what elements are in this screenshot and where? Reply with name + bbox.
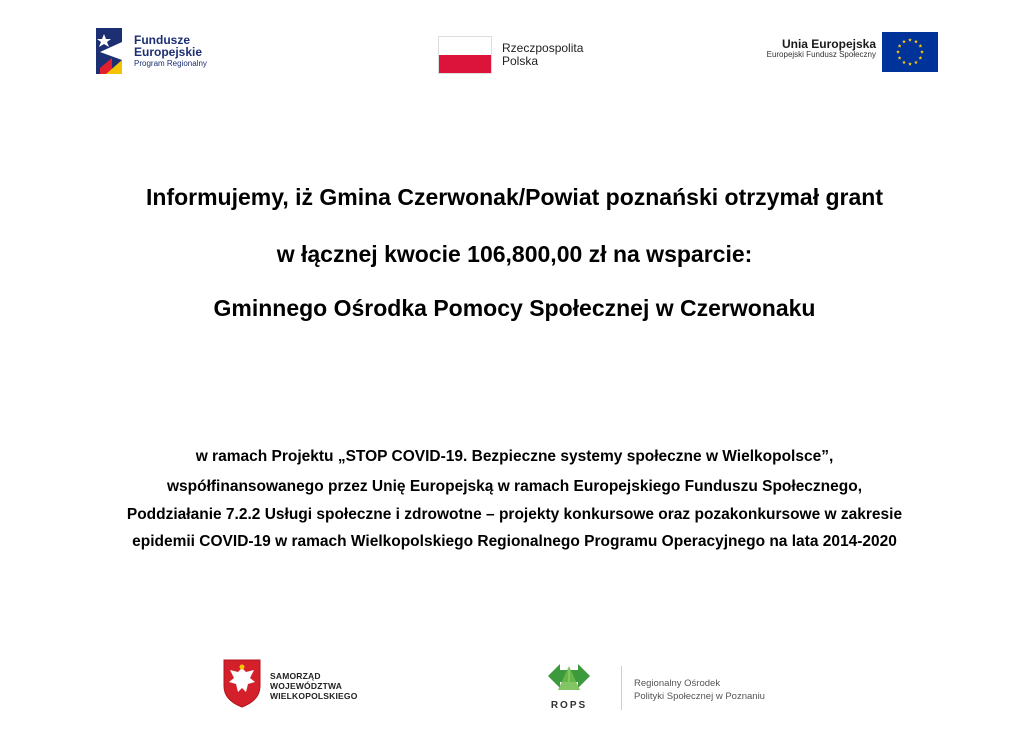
samorzad-line1: SAMORZĄD WOJEWÓDZTWA [270, 671, 343, 691]
rops-line2: Polityki Społecznej w Poznaniu [634, 691, 765, 703]
eu-flag-icon [882, 32, 938, 72]
rops-divider [621, 666, 622, 710]
fundusze-europejskie-logo-icon [96, 28, 130, 74]
rops-abbr: ROPS [550, 700, 588, 711]
rzeczpospolita-logo [438, 36, 608, 76]
fundusze-line1: Fundusze [134, 33, 190, 47]
rops-arrows-icon [546, 660, 592, 696]
headline-line1: Informujemy, iż Gmina Czerwonak/Powiat poznański otrzymał grant [146, 184, 883, 210]
unia-line2: Europejski Fundusz Społeczny [766, 50, 876, 60]
project-line4: epidemii COVID-19 w ramach Wielkopolskiego Regionalnego Programu Operacyjnego na lata 2014-2020 [132, 533, 897, 550]
fundusze-europejskie-logo [96, 28, 236, 78]
polish-flag-icon [438, 36, 492, 74]
rops-name [634, 677, 765, 704]
project-line2: współfinansowanego przez Unię Europejską w ramach Europejskiego Funduszu Społecznego, [166, 478, 863, 495]
rops-logo [544, 660, 604, 716]
headline-line3: Gminnego Ośrodka Pomocy Społecznej w Czerwonaku [213, 295, 816, 321]
unia-line1: Unia Europejska [781, 37, 876, 51]
fundusze-line2: Europejskie [134, 45, 203, 59]
rzeczpospolita-line1: Rzeczpospolita [502, 41, 584, 55]
rzeczpospolita-line2: Polska [502, 53, 539, 68]
project-line3: Poddziałanie 7.2.2 Usługi społeczne i zdrowotne – projekty konkursowe oraz pozakonkursowe w zakresie [126, 506, 903, 523]
wielkopolska-eagle-shield-icon [222, 658, 262, 708]
rops-line1: Regionalny Ośrodek [634, 678, 721, 689]
headline-line2: w łącznej kwocie 106,800,00 zł na wsparcie: [276, 241, 753, 267]
unia-europejska-logo [752, 32, 952, 74]
samorzad-line2: WIELKOPOLSKIEGO [270, 690, 358, 701]
project-line1: w ramach Projektu „STOP COVID-19. Bezpieczne systemy społeczne w Wielkopolsce”, [195, 448, 834, 465]
fundusze-line3: Program Regionalny [134, 59, 207, 68]
samorzad-wojewodztwa-logo [222, 658, 392, 712]
